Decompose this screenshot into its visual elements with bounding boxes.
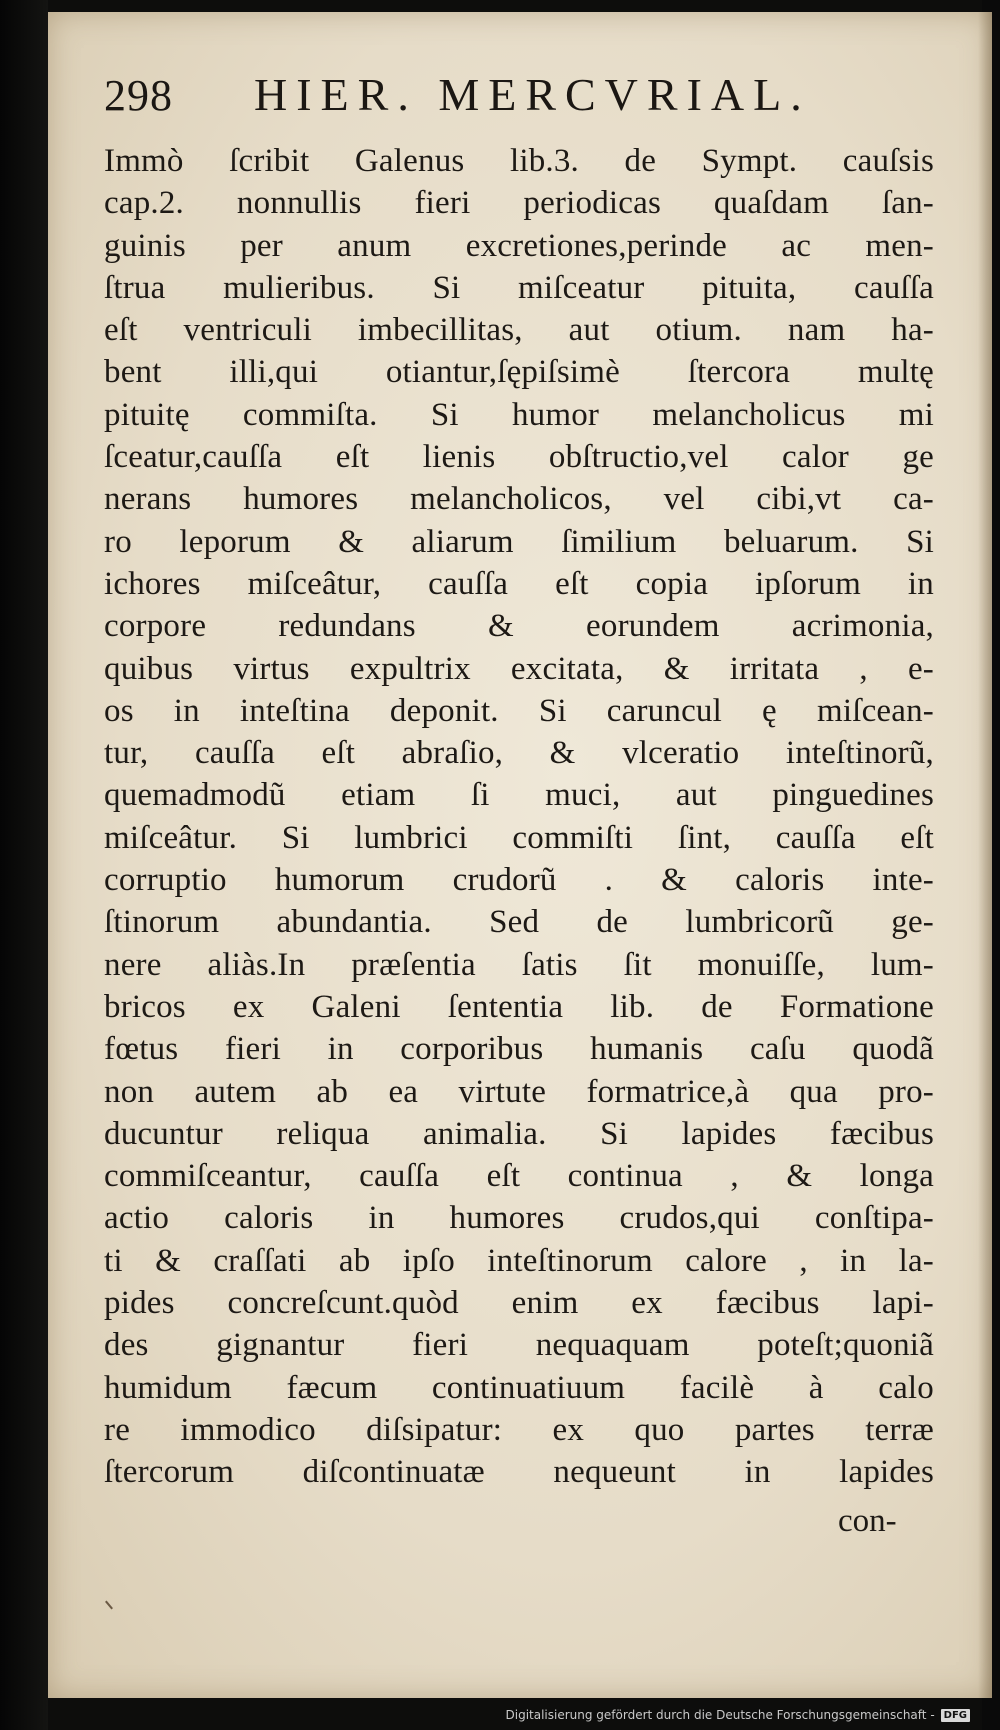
body-text — [104, 140, 934, 1494]
text-line: nerans humores melancholicos, vel cibi,vt ca- — [104, 481, 934, 518]
text-line: ro leporum & aliarum ſimilium beluarum. Si — [104, 523, 934, 560]
digitization-credit — [506, 1708, 971, 1722]
text-line: des gignantur fieri nequaquam poteſt;quoniã — [104, 1327, 934, 1364]
text-line: guinis per anum excretiones,perinde ac men- — [104, 227, 934, 264]
text-line: bent illi,qui otiantur,ſępiſsimè ſtercora multę — [104, 354, 934, 391]
catchword: con- — [838, 1503, 897, 1539]
page-number: 298 — [104, 71, 173, 120]
text-line: ſceatur,cauſſa eſt lienis obſtructio,vel calor ge — [104, 439, 934, 476]
text-line: bricos ex Galeni ſententia lib. de Formatione — [104, 988, 934, 1025]
text-line: commiſceantur, cauſſa eſt continua , & longa — [104, 1158, 934, 1195]
text-line: fœtus fieri in corporibus humanis caſu quodã — [104, 1031, 934, 1068]
dfg-logo: DFG — [941, 1709, 970, 1722]
running-header — [104, 68, 944, 132]
text-line: Immò ſcribit Galenus lib.3. de Sympt. cauſsis — [104, 143, 934, 179]
text-line: miſceâtur. Si lumbrici commiſti ſint, cauſſa eſt — [104, 819, 934, 856]
text-line: ti & craſſati ab ipſo inteſtinorum calore , in la- — [104, 1242, 934, 1279]
text-line: ducuntur reliqua animalia. Si lapides fæcibus — [104, 1115, 934, 1152]
running-title: HIER. MERCVRIAL. — [254, 69, 811, 120]
credit-text: Digitalisierung gefördert durch die Deutsche Forschungsgemeinschaft - — [505, 1708, 935, 1722]
text-line: nere aliàs.In præſentia ſatis ſit monuiſſe, lum- — [104, 946, 934, 983]
text-line: corruptio humorum crudorũ . & caloris inte- — [104, 862, 934, 899]
text-line: re immodico diſsipatur: ex quo partes terræ — [104, 1411, 934, 1448]
text-line: humidum fæcum continuatiuum facilè à calo — [104, 1369, 934, 1406]
text-line: cap.2. nonnullis fieri periodicas quaſdam ſan- — [104, 185, 934, 222]
text-line: non autem ab ea virtute formatrice,à qua pro- — [104, 1073, 934, 1110]
scan-background-left — [0, 0, 48, 1730]
text-line: ſtrua mulieribus. Si miſceatur pituita, cauſſa — [104, 269, 934, 306]
text-line: quibus virtus expultrix excitata, & irritata , e- — [104, 650, 934, 687]
text-line: os in inteſtina deponit. Si caruncul ę miſcean- — [104, 692, 934, 729]
text-line: tur, cauſſa eſt abraſio, & vlceratio inteſtinorũ, — [104, 735, 934, 772]
text-line: ſtinorum abundantia. Sed de lumbricorũ ge- — [104, 904, 934, 941]
text-line: actio caloris in humores crudos,qui conſtipa- — [104, 1200, 934, 1237]
page-edge-shadow — [978, 12, 992, 1698]
text-line: ſtercorum diſcontinuatæ nequeunt in lapides — [104, 1454, 934, 1491]
text-line: quemadmodũ etiam ſi muci, aut pinguedines — [104, 777, 934, 814]
text-line: pituitę commiſta. Si humor melancholicus mi — [104, 396, 934, 433]
text-line: corpore redundans & eorundem acrimonia, — [104, 608, 934, 645]
text-line: eſt ventriculi imbecillitas, aut otium. nam ha- — [104, 312, 934, 349]
text-line: pides concreſcunt.quòd enim ex fæcibus lapi- — [104, 1285, 934, 1322]
text-line: ichores miſceâtur, cauſſa eſt copia ipſorum in — [104, 565, 934, 602]
